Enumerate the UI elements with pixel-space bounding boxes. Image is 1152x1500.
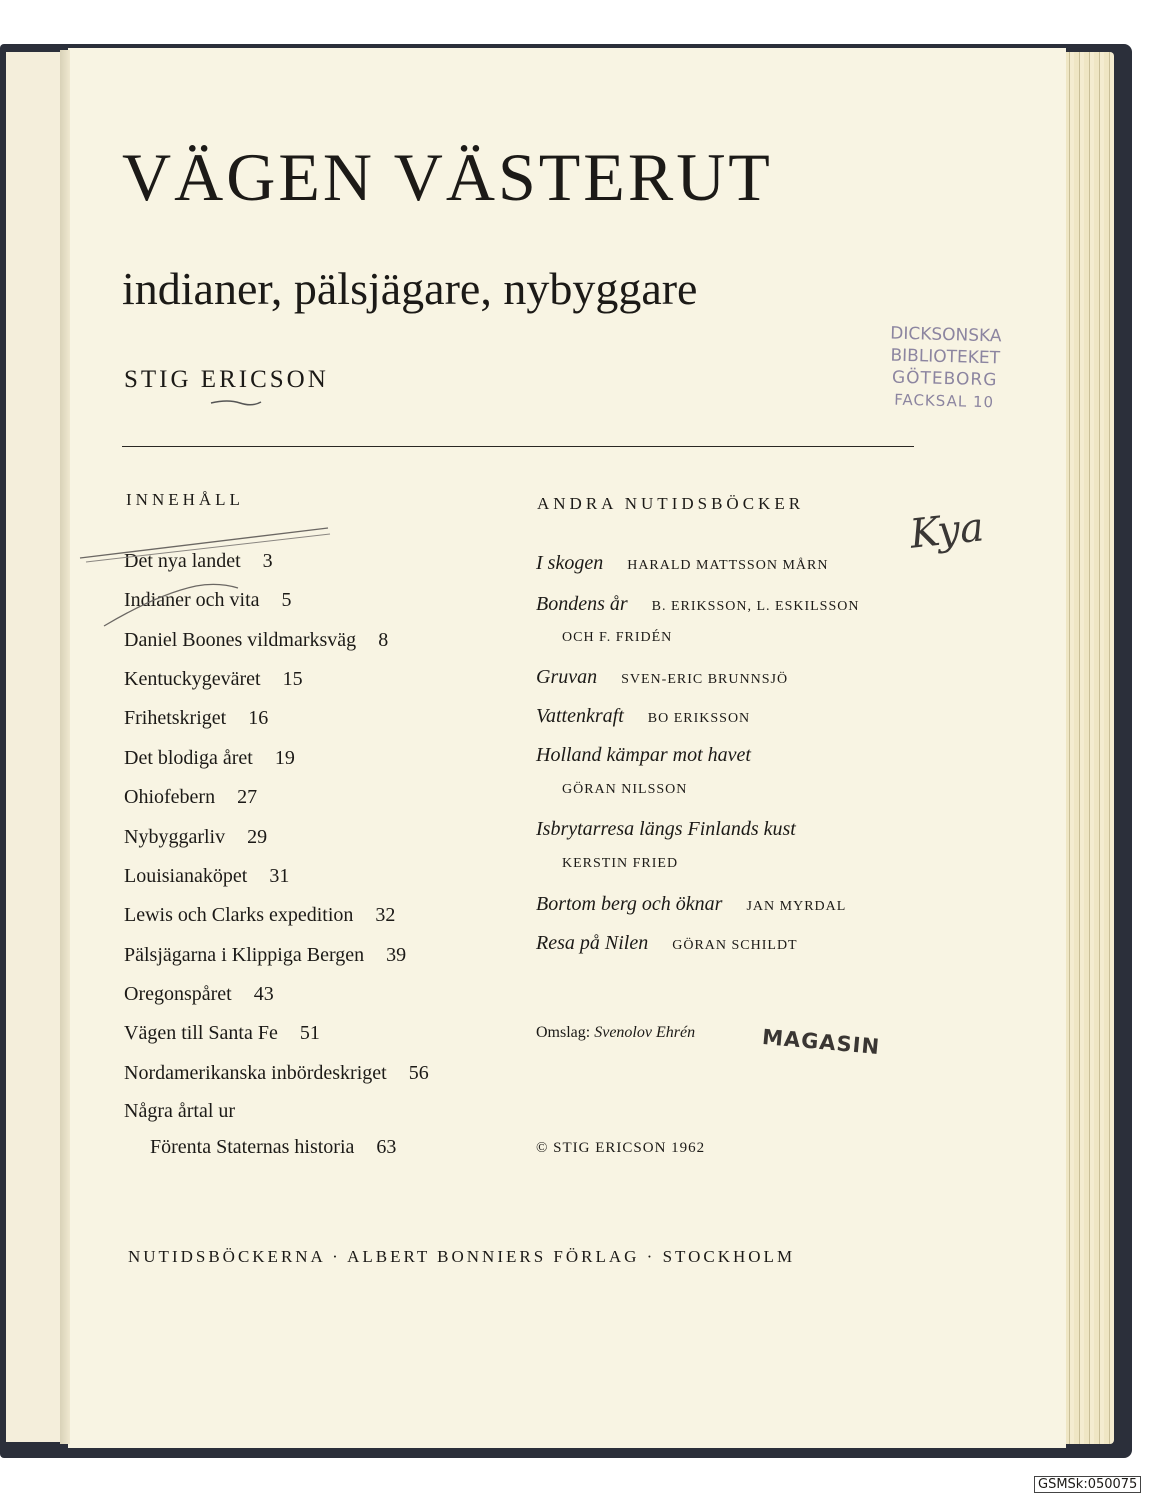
toc-item: [150, 1136, 396, 1159]
toc-page: 56: [408, 1062, 429, 1084]
book-entry: [536, 666, 788, 689]
toc-item: [124, 707, 268, 730]
toc-page: 29: [247, 826, 268, 848]
toc-title: Det blodiga året: [124, 747, 253, 769]
left-page-edge: [6, 52, 66, 1442]
toc-page: 3: [262, 550, 273, 572]
page-edges: [1064, 52, 1114, 1444]
toc-page: 51: [299, 1022, 320, 1044]
toc-page: 27: [237, 786, 258, 808]
cover-credit-label: Omslag:: [536, 1024, 591, 1041]
book-entry-author: KERSTIN FRIED: [562, 856, 679, 871]
book-entry-title: Isbrytarresa längs Finlands kust: [536, 818, 796, 840]
book-entry-title: Bortom berg och öknar: [536, 893, 723, 915]
copyright-line: © STIG ERICSON 1962: [536, 1140, 706, 1156]
book-title: VÄGEN VÄSTERUT: [122, 139, 773, 215]
other-books-heading: ANDRA NUTIDSBÖCKER: [537, 494, 805, 513]
book-entry-title: I skogen: [536, 552, 604, 574]
toc-title: Vägen till Santa Fe: [124, 1022, 278, 1044]
toc-page: 5: [281, 589, 292, 611]
toc-title: Kentuckygeväret: [124, 668, 261, 690]
book-entry: [536, 705, 750, 728]
toc-title: Nybyggarliv: [124, 826, 226, 848]
toc-page: 19: [274, 747, 295, 769]
book-entry-title: Bondens år: [536, 593, 628, 615]
toc-title: Förenta Staternas historia: [150, 1136, 355, 1158]
toc-item: [124, 629, 388, 652]
toc-page: 16: [248, 707, 269, 729]
toc-page: 31: [269, 865, 290, 887]
book-entry-title: Holland kämpar mot havet: [536, 744, 751, 766]
book-entry: [536, 744, 751, 767]
book-entry-author: GÖRAN SCHILDT: [672, 938, 798, 953]
pencil-underline: [210, 398, 262, 406]
toc-item: [124, 865, 289, 888]
toc-item: [124, 904, 395, 927]
stamp-line: GÖTEBORG: [891, 367, 998, 391]
archive-id-label: GSMSk:050075: [1034, 1476, 1141, 1493]
book-entry-author: SVEN-ERIC BRUNNSJÖ: [621, 672, 789, 687]
book-entry: [536, 552, 828, 575]
book-entry: [536, 593, 859, 616]
book-entry-author: BO ERIKSSON: [647, 711, 751, 726]
book-entry-title: Gruvan: [536, 666, 598, 688]
toc-title: Lewis och Clarks expedition: [124, 904, 354, 926]
stamp-line: DICKSONSKA: [889, 323, 1002, 347]
cover-credit: [536, 1024, 695, 1042]
toc-page: 15: [282, 668, 303, 690]
book-entry-title: Vattenkraft: [536, 705, 624, 727]
book-entry: [536, 932, 798, 955]
toc-page: 8: [378, 629, 389, 651]
toc-item: [124, 786, 257, 809]
toc-title: Några årtal ur: [124, 1100, 236, 1122]
book-entry-author: OCH F. FRIDÉN: [562, 630, 673, 645]
book-entry-author: GÖRAN NILSSON: [562, 782, 688, 797]
book-entry: [536, 893, 846, 916]
toc-title: Daniel Boones vildmarksväg: [124, 629, 357, 651]
library-stamp: [871, 322, 1019, 414]
toc-title: Nordamerikanska inbördeskriget: [124, 1062, 387, 1084]
handwritten-note: Kya: [907, 504, 986, 558]
toc-item: [124, 944, 406, 967]
toc-item: [124, 1100, 235, 1123]
pencil-strokes: [78, 522, 338, 630]
toc-title: Oregonspåret: [124, 983, 232, 1005]
stamp-line: FACKSAL 10: [893, 390, 995, 412]
magasin-stamp: MAGASIN: [761, 1024, 881, 1060]
toc-item: [124, 826, 267, 849]
toc-page: 32: [375, 904, 396, 926]
toc-item: [124, 747, 295, 770]
toc-item: [124, 983, 274, 1006]
toc-page: 43: [253, 983, 274, 1005]
toc-title: Louisianaköpet: [124, 865, 248, 887]
book-entry-author: HARALD MATTSSON MÅRN: [627, 558, 829, 573]
toc-item: [124, 1022, 320, 1045]
toc-item: [124, 1062, 429, 1085]
book-author: STIG ERICSON: [124, 366, 329, 393]
toc-title: Indianer och vita: [124, 589, 260, 611]
book-subtitle: indianer, pälsjägare, nybyggare: [122, 263, 698, 314]
contents-heading: INNEHÅLL: [126, 490, 244, 509]
toc-page: 39: [386, 944, 407, 966]
book-entry: [536, 818, 796, 841]
publisher-footer: NUTIDSBÖCKERNA · ALBERT BONNIERS FÖRLAG · STOCKHOLM: [128, 1247, 796, 1266]
toc-title: Frihetskriget: [124, 707, 227, 729]
book-gutter: [60, 50, 70, 1444]
title-rule: [122, 446, 914, 447]
toc-title: Ohiofebern: [124, 786, 216, 808]
toc-item: [124, 668, 303, 691]
stamp-line: BIBLIOTEKET: [890, 345, 1001, 369]
toc-page: 63: [376, 1136, 397, 1158]
toc-title: Det nya landet: [124, 550, 241, 572]
toc-title: Pälsjägarna i Klippiga Bergen: [124, 944, 365, 966]
book-entry-author: JAN MYRDAL: [746, 899, 847, 914]
cover-credit-name: Svenolov Ehrén: [594, 1024, 696, 1041]
book-entry-author: B. ERIKSSON, L. ESKILSSON: [651, 599, 860, 614]
book-entry-title: Resa på Nilen: [536, 932, 649, 954]
